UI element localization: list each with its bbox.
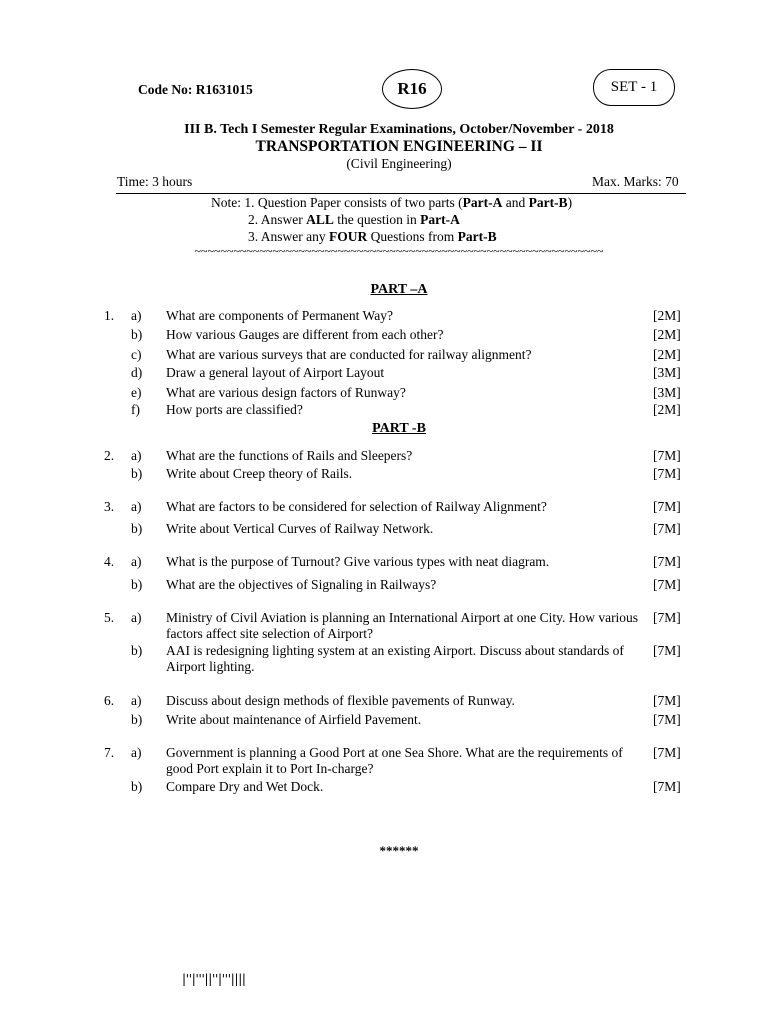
sub-label: a) <box>131 693 142 708</box>
question-number: 2. <box>104 448 115 463</box>
question-number: 7. <box>104 745 115 760</box>
sub-label: b) <box>131 521 143 536</box>
question-text: Write about maintenance of Airfield Pavement. <box>166 712 422 727</box>
question-text: What are components of Permanent Way? <box>166 308 393 323</box>
question-marks: [2M] <box>653 308 681 323</box>
question-text: Write about Vertical Curves of Railway Network. <box>166 521 434 536</box>
sub-label: a) <box>131 745 142 760</box>
part-b-heading: PART -B <box>372 421 426 436</box>
subject-title: TRANSPORTATION ENGINEERING – II <box>255 138 543 155</box>
question-text: Government is planning a Good Port at one Sea Shore. What are the requirements of good Port explain it to Port In-charge? <box>166 745 623 776</box>
sub-label: d) <box>131 365 143 380</box>
set-badge <box>593 69 675 106</box>
question-text: What are factors to be considered for selection of Railway Alignment? <box>166 499 547 514</box>
question-marks: [2M] <box>653 327 681 342</box>
question-text: AAI is redesigning lighting system at an existing Airport. Discuss about standards of Airport lighting. <box>166 643 624 674</box>
regulation-badge <box>382 69 442 109</box>
exam-title: III B. Tech I Semester Regular Examinations, October/November - 2018 <box>184 122 614 137</box>
question-marks: [3M] <box>653 365 681 380</box>
question-marks: [7M] <box>653 643 681 658</box>
question-marks: [7M] <box>653 448 681 463</box>
question-marks: [7M] <box>653 577 681 592</box>
question-number: 5. <box>104 610 115 625</box>
question-text: How ports are classified? <box>166 402 303 417</box>
note-3: 3. Answer any FOUR Questions from Part-B <box>248 229 497 244</box>
barcode-text: |''|'''||''|'''|||| <box>182 972 246 986</box>
branch-name: (Civil Engineering) <box>346 156 452 171</box>
max-marks: Max. Marks: 70 <box>592 174 679 189</box>
question-number: 4. <box>104 554 115 569</box>
question-number: 1. <box>104 308 115 323</box>
sub-label: f) <box>131 402 140 417</box>
question-marks: [7M] <box>653 745 681 760</box>
note-2: 2. Answer ALL the question in Part-A <box>248 212 460 227</box>
sub-label: a) <box>131 610 142 625</box>
note-1: Note: 1. Question Paper consists of two parts (Part-A and Part-B) <box>211 195 573 210</box>
sub-label: a) <box>131 308 142 323</box>
sub-label: b) <box>131 577 143 592</box>
question-number: 6. <box>104 693 115 708</box>
question-marks: [7M] <box>653 693 681 708</box>
question-text: Discuss about design methods of flexible pavements of Runway. <box>166 693 515 708</box>
question-text: Write about Creep theory of Rails. <box>166 466 353 481</box>
set-label: SET - 1 <box>610 79 658 95</box>
sub-label: b) <box>131 466 143 481</box>
sub-label: b) <box>131 327 143 342</box>
question-text: Draw a general layout of Airport Layout <box>166 365 385 380</box>
end-marker: ****** <box>379 843 419 858</box>
question-text: What are the objectives of Signaling in Railways? <box>166 577 437 592</box>
question-marks: [7M] <box>653 499 681 514</box>
sub-label: e) <box>131 385 142 400</box>
question-marks: [2M] <box>653 402 681 417</box>
question-text: How various Gauges are different from each other? <box>166 327 444 342</box>
code-number: Code No: R1631015 <box>138 82 253 97</box>
question-marks: [7M] <box>653 521 681 536</box>
question-marks: [3M] <box>653 385 681 400</box>
time-allowed: Time: 3 hours <box>117 174 193 189</box>
sub-label: b) <box>131 712 143 727</box>
sub-label: a) <box>131 448 142 463</box>
question-marks: [7M] <box>653 466 681 481</box>
sub-label: b) <box>131 643 143 658</box>
sub-label: a) <box>131 554 142 569</box>
separator-line: ~~~~~~~~~~~~~~~~~~~~~~~~~~~~~~~~~~~~~~~~~~~~~~~~~~~~~~~~~~~~~~~ <box>194 244 604 258</box>
sub-label: a) <box>131 499 142 514</box>
question-text: What are various design factors of Runway? <box>166 385 406 400</box>
question-marks: [7M] <box>653 779 681 794</box>
question-marks: [7M] <box>653 712 681 727</box>
question-text: Ministry of Civil Aviation is planning an International Airport at one City. How various factors affect site selection of Airport? <box>166 610 639 641</box>
header-divider <box>116 193 686 194</box>
sub-label: b) <box>131 779 143 794</box>
question-text: What is the purpose of Turnout? Give various types with neat diagram. <box>166 554 550 569</box>
question-marks: [7M] <box>653 554 681 569</box>
question-text: Compare Dry and Wet Dock. <box>166 779 324 794</box>
question-text: What are various surveys that are conducted for railway alignment? <box>166 347 532 362</box>
question-marks: [7M] <box>653 610 681 625</box>
regulation-label: R16 <box>397 79 427 98</box>
question-number: 3. <box>104 499 115 514</box>
question-marks: [2M] <box>653 347 681 362</box>
part-a-heading: PART –A <box>370 282 428 297</box>
question-text: What are the functions of Rails and Sleepers? <box>166 448 413 463</box>
sub-label: c) <box>131 347 142 362</box>
